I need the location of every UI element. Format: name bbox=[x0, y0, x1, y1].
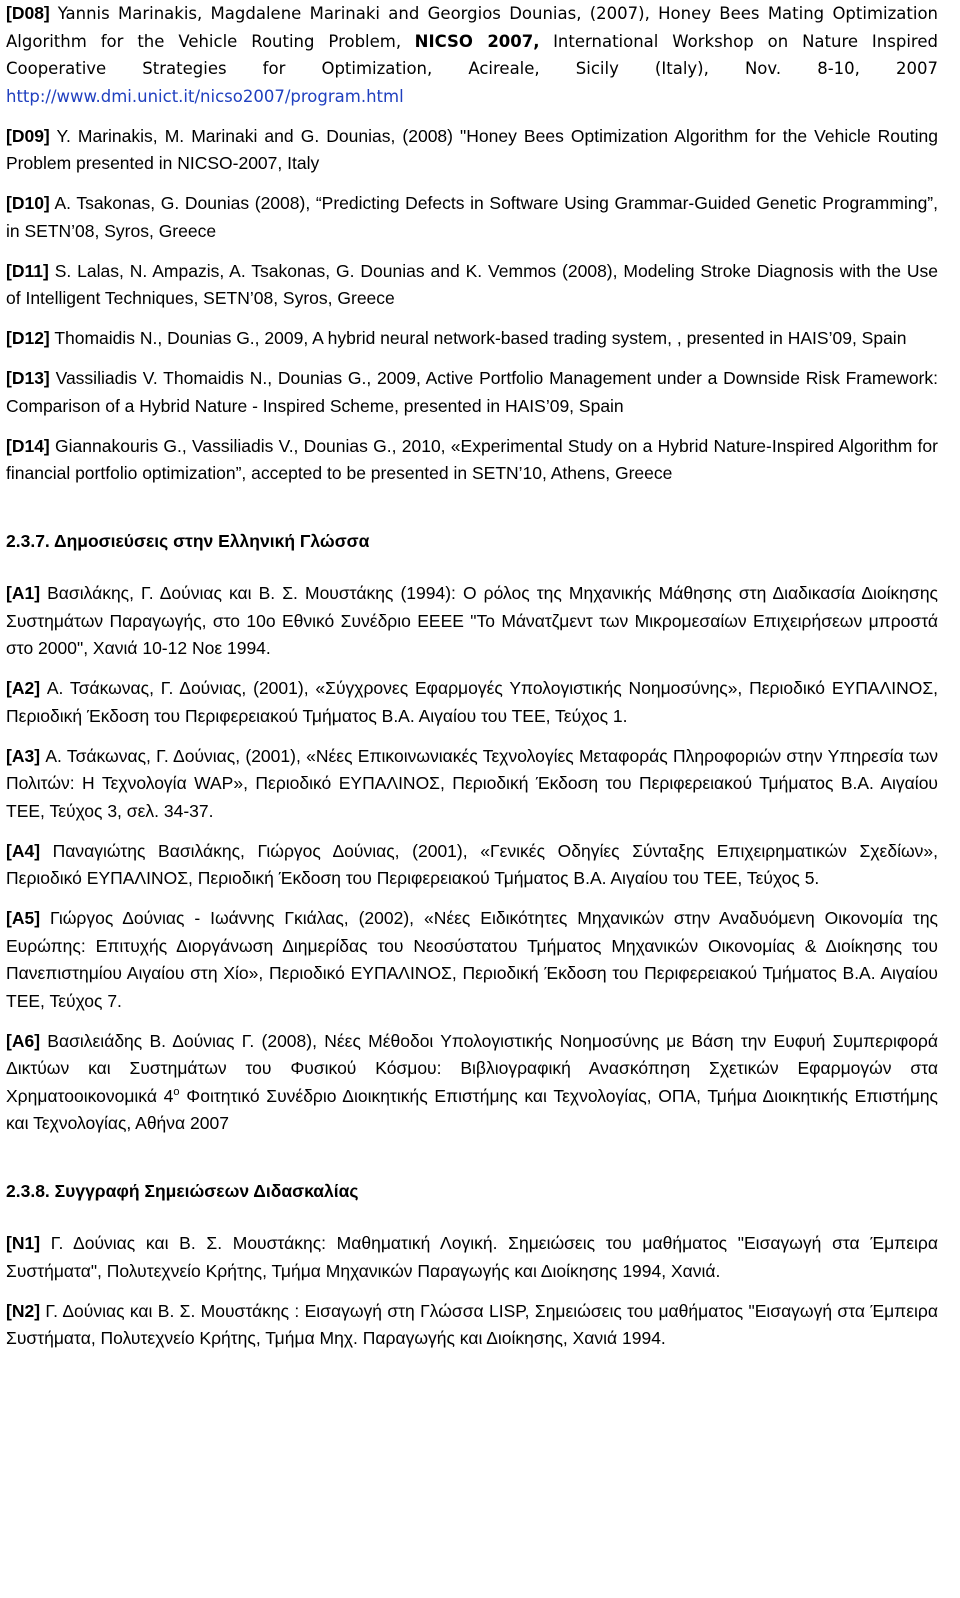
reference-d09 bbox=[6, 123, 938, 178]
reference-text: Βασιλάκης, Γ. Δούνιας και Β. Σ. Μουστάκης (1994): Ο ρόλος της Μηχανικής Μάθησης στη Διαδικασία Διοίκησης Συστημάτων Παραγωγής, στο 10ο Εθνικό Συνέδριο ΕΕΕΕ "Το Μάνατζμεντ των Μικρομεσαίων Επιχειρήσεων μπροστά στο 2000", Χανιά 10-12 Νοε 1994. bbox=[6, 583, 938, 658]
reference-label: [A6] bbox=[6, 1030, 41, 1051]
reference-label: [D14] bbox=[6, 435, 50, 456]
reference-a3 bbox=[6, 743, 938, 826]
reference-text: Α. Τσάκωνας, Γ. Δούνιας, (2001), «Σύγχρονες Εφαρμογές Υπολογιστικής Νοημοσύνης», Περιοδικό ΕΥΠΑΛΙΝΟΣ, Περιοδική Έκδοση του Περιφερειακού Τμήματος Β.Α. Αιγαίου του ΤΕΕ, Τεύχος 1. bbox=[6, 678, 938, 726]
reference-label: [D11] bbox=[6, 260, 49, 281]
reference-text: S. Lalas, N. Ampazis, A. Tsakonas, G. Dounias and K. Vemmos (2008), Modeling Stroke Diagnosis with the Use of Intelligent Techniques, SETN’08, Syros, Greece bbox=[6, 260, 938, 308]
reference-label: [D09] bbox=[6, 125, 50, 146]
reference-d14 bbox=[6, 433, 938, 488]
reference-d11 bbox=[6, 258, 938, 313]
reference-url-link[interactable]: http://www.dmi.unict.it/nicso2007/program.html bbox=[6, 86, 404, 106]
section-heading-2-3-8: 2.3.8. Συγγραφή Σημειώσεων Διδασκαλίας bbox=[6, 1180, 359, 1201]
reference-text: Yannis Marinakis, Magdalene Marinaki and Georgios Dounias, (2007), Honey Bees Mating Optimization Algorithm for the Vehicle Routing Problem, bbox=[6, 4, 938, 51]
reference-label: [N1] bbox=[6, 1233, 41, 1253]
reference-text: Vassiliadis V. Thomaidis N., Dounias G., 2009, Active Portfolio Management under a Downside Risk Framework: Comparison of a Hybrid Nature - Inspired Scheme, presented in HAIS’09, Spain bbox=[6, 368, 938, 416]
reference-a1 bbox=[6, 580, 938, 663]
reference-text: Γ. Δούνιας και Β. Σ. Μουστάκης : Εισαγωγή στη Γλώσσα LISP, Σημειώσεις του μαθήματος "Εισαγωγή στα Έμπειρα Συστήματα, Πολυτεχνείο Κρήτης, Τμήμα Μηχ. Παραγωγής και Διοίκησης, Χανιά 1994. bbox=[6, 1300, 938, 1348]
section-heading-2-3-7: 2.3.7. Δημοσιεύσεις στην Ελληνική Γλώσσα bbox=[6, 530, 370, 551]
reference-label: [A2] bbox=[6, 678, 41, 698]
reference-label: [A1] bbox=[6, 583, 41, 603]
reference-conference-name: NICSO 2007, bbox=[414, 31, 540, 51]
reference-text: Γ. Δούνιας και Β. Σ. Μουστάκης: Μαθηματική Λογική. Σημειώσεις του μαθήματος "Εισαγωγή στα Έμπειρα Συστήματα", Πολυτεχνείο Κρήτης, Τμήμα Μηχανικών Παραγωγής και Διοίκησης 1994, Χανιά. bbox=[6, 1233, 938, 1281]
reference-n1 bbox=[6, 1230, 938, 1285]
reference-a6 bbox=[6, 1028, 938, 1138]
reference-d12 bbox=[6, 325, 938, 353]
reference-text: Βασιλειάδης Β. Δούνιας Γ. (2008), Νέες Μέθοδοι Υπολογιστικής Νοημοσύνης με Βάση την Ευφυή Συμπεριφορά Δικτύων και Συστημάτων του Φυσικού Κόσμου: Βιβλιογραφική Ανασκόπηση Σχετικών Εφαρμογών στα Χρηματοοικονομικά 4 bbox=[6, 1030, 938, 1106]
reference-label: [A5] bbox=[6, 908, 41, 928]
reference-n2 bbox=[6, 1298, 938, 1353]
reference-a5 bbox=[6, 905, 938, 1015]
reference-text-continued: Φοιτητικό Συνέδριο Διοικητικής Επιστήμης και Τεχνολογίας, ΟΠΑ, Τμήμα Διοικητικής Επιστήμης και Τεχνολογίας, Αθήνα 2007 bbox=[6, 1085, 938, 1133]
reference-text: Y. Marinakis, M. Marinaki and G. Dounias, (2008) "Honey Bees Optimization Algorithm for the Vehicle Routing Problem presented in NICSO-2007, Italy bbox=[6, 125, 938, 173]
reference-text: Γιώργος Δούνιας - Ιωάννης Γκιάλας, (2002), «Νέες Ειδικότητες Μηχανικών στην Αναδυόμενη Οικονομία της Ευρώπης: Επιτυχής Διοργάνωση Διημερίδας του Νεοσύστατου Τμήματος Μηχανικών Οικονομίας & Διοίκησης του Πανεπιστημίου Αιγαίου στη Χίο», Περιοδικό ΕΥΠΑΛΙΝΟΣ, Περιοδική Έκδοση του Περιφερειακού Τμήματος Β.Α. Αιγαίου ΤΕΕ, Τεύχος 7. bbox=[6, 908, 938, 1011]
document-page bbox=[6, 0, 938, 1365]
reference-a2 bbox=[6, 675, 938, 730]
reference-text: Παναγιώτης Βασιλάκης, Γιώργος Δούνιας, (2001), «Γενικές Οδηγίες Σύνταξης Επιχειρηματικών Σχεδίων», Περιοδικό ΕΥΠΑΛΙΝΟΣ, Περιοδική Έκδοση του Περιφερειακού Τμήματος Β.Α. Αιγαίου του ΤΕΕ, Τεύχος 5. bbox=[6, 840, 938, 888]
reference-label: [D08] bbox=[6, 3, 50, 23]
reference-label: [A4] bbox=[6, 840, 41, 861]
reference-d08 bbox=[6, 0, 938, 110]
reference-d13 bbox=[6, 365, 938, 420]
reference-label: [D13] bbox=[6, 368, 50, 388]
reference-text: Thomaidis N., Dounias G., 2009, A hybrid neural network-based trading system, , presented in HAIS’09, Spain bbox=[54, 328, 907, 348]
reference-label: [N2] bbox=[6, 1300, 41, 1321]
reference-text: Giannakouris G., Vassiliadis V., Dounias G., 2010, «Experimental Study on a Hybrid Nature-Inspired Algorithm for financial portfolio optimization”, accepted to be presented in SETN’10, Athens, Greece bbox=[6, 435, 938, 483]
ordinal-superscript: ο bbox=[173, 1085, 180, 1098]
reference-label: [A3] bbox=[6, 745, 41, 766]
reference-label: [D12] bbox=[6, 328, 50, 348]
reference-text: Α. Τσάκωνας, Γ. Δούνιας, (2001), «Νέες Επικοινωνιακές Τεχνολογίες Μεταφοράς Πληροφοριών στην Υπηρεσία των Πολιτών: Η Τεχνολογία WAP», Περιοδικό ΕΥΠΑΛΙΝΟΣ, Περιοδική Έκδοση του Περιφερειακού Τμήματος Β.Α. Αιγαίου ΤΕΕ, Τεύχος 3, σελ. 34-37. bbox=[6, 745, 938, 821]
reference-d10 bbox=[6, 190, 938, 245]
reference-a4 bbox=[6, 838, 938, 893]
reference-label: [D10] bbox=[6, 193, 50, 213]
reference-text: A. Tsakonas, G. Dounias (2008), “Predicting Defects in Software Using Grammar-Guided Genetic Programming”, in SETN’08, Syros, Greece bbox=[6, 193, 938, 241]
reference-text-continued: International Workshop on Nature Inspired Cooperative Strategies for Optimization, Acireale, Sicily (Italy), Nov. 8-10, 2007 bbox=[6, 31, 938, 78]
